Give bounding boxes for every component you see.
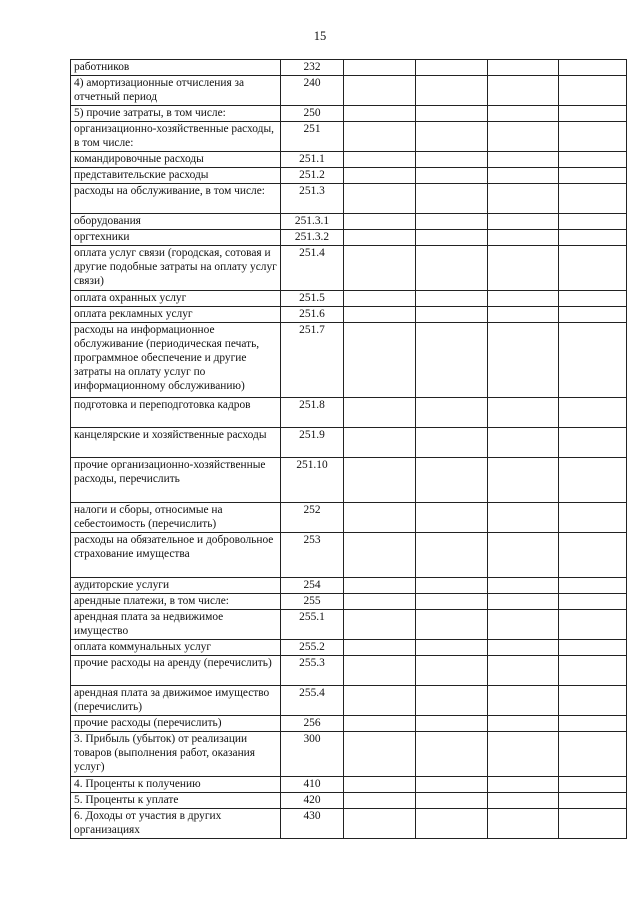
row-code: 251.6 <box>281 307 344 323</box>
row-label: представительские расходы <box>71 168 281 184</box>
value-cell <box>344 168 416 184</box>
row-label: расходы на обязательное и добровольное страхование имущества <box>71 533 281 578</box>
row-label: расходы на информационное обслуживание (периодическая печать, программное обеспечение и другие затраты на оплату услуг по информационному обслуживанию) <box>71 323 281 398</box>
value-cell <box>488 106 559 122</box>
row-label: оплата охранных услуг <box>71 291 281 307</box>
value-cell <box>488 640 559 656</box>
row-code: 430 <box>281 809 344 839</box>
row-code: 255.2 <box>281 640 344 656</box>
row-code: 232 <box>281 60 344 76</box>
value-cell <box>416 60 488 76</box>
table-row <box>71 291 627 307</box>
value-cell <box>488 152 559 168</box>
value-cell <box>559 246 627 291</box>
value-cell <box>344 656 416 686</box>
table-row <box>71 503 627 533</box>
row-code: 254 <box>281 578 344 594</box>
value-cell <box>488 122 559 152</box>
value-cell <box>344 594 416 610</box>
value-cell <box>488 323 559 398</box>
value-cell <box>416 656 488 686</box>
value-cell <box>416 732 488 777</box>
table-row <box>71 246 627 291</box>
value-cell <box>559 428 627 458</box>
table-row <box>71 184 627 214</box>
value-cell <box>559 122 627 152</box>
value-cell <box>559 307 627 323</box>
value-cell <box>559 398 627 428</box>
table-row <box>71 106 627 122</box>
table-row <box>71 716 627 732</box>
row-label: налоги и сборы, относимые на себестоимость (перечислить) <box>71 503 281 533</box>
value-cell <box>559 777 627 793</box>
row-label: оборудования <box>71 214 281 230</box>
table-row <box>71 594 627 610</box>
value-cell <box>416 214 488 230</box>
value-cell <box>488 716 559 732</box>
value-cell <box>488 578 559 594</box>
row-label: 3. Прибыль (убыток) от реализации товаров (выполнения работ, оказания услуг) <box>71 732 281 777</box>
value-cell <box>416 594 488 610</box>
row-label: подготовка и переподготовка кадров <box>71 398 281 428</box>
table-row <box>71 533 627 578</box>
table-row <box>71 230 627 246</box>
value-cell <box>416 458 488 503</box>
value-cell <box>559 458 627 503</box>
value-cell <box>559 60 627 76</box>
row-label: прочие расходы (перечислить) <box>71 716 281 732</box>
table-row <box>71 732 627 777</box>
row-label: аудиторские услуги <box>71 578 281 594</box>
value-cell <box>344 503 416 533</box>
value-cell <box>416 307 488 323</box>
value-cell <box>344 777 416 793</box>
row-code: 256 <box>281 716 344 732</box>
table-row <box>71 428 627 458</box>
value-cell <box>344 793 416 809</box>
value-cell <box>488 398 559 428</box>
value-cell <box>416 398 488 428</box>
row-code: 255.4 <box>281 686 344 716</box>
table-row <box>71 578 627 594</box>
value-cell <box>488 594 559 610</box>
value-cell <box>416 152 488 168</box>
value-cell <box>344 307 416 323</box>
value-cell <box>416 793 488 809</box>
value-cell <box>559 686 627 716</box>
row-label: работников <box>71 60 281 76</box>
value-cell <box>559 594 627 610</box>
value-cell <box>344 610 416 640</box>
value-cell <box>488 809 559 839</box>
table-row <box>71 656 627 686</box>
value-cell <box>559 291 627 307</box>
value-cell <box>488 533 559 578</box>
value-cell <box>559 716 627 732</box>
value-cell <box>416 578 488 594</box>
row-label: организационно-хозяйственные расходы, в том числе: <box>71 122 281 152</box>
value-cell <box>559 640 627 656</box>
table-row <box>71 323 627 398</box>
value-cell <box>488 428 559 458</box>
row-label: оплата услуг связи (городская, сотовая и другие подобные затраты на оплату услуг связи) <box>71 246 281 291</box>
row-code: 251.9 <box>281 428 344 458</box>
value-cell <box>559 533 627 578</box>
row-code: 255 <box>281 594 344 610</box>
value-cell <box>344 323 416 398</box>
value-cell <box>344 458 416 503</box>
row-code: 251.5 <box>281 291 344 307</box>
value-cell <box>488 610 559 640</box>
value-cell <box>559 184 627 214</box>
value-cell <box>416 777 488 793</box>
value-cell <box>344 716 416 732</box>
expense-table <box>70 59 627 839</box>
value-cell <box>416 686 488 716</box>
row-code: 251.10 <box>281 458 344 503</box>
value-cell <box>559 152 627 168</box>
value-cell <box>416 184 488 214</box>
value-cell <box>488 76 559 106</box>
value-cell <box>344 640 416 656</box>
value-cell <box>416 106 488 122</box>
row-label: прочие расходы на аренду (перечислить) <box>71 656 281 686</box>
row-label: 4. Проценты к получению <box>71 777 281 793</box>
value-cell <box>559 656 627 686</box>
row-code: 251.2 <box>281 168 344 184</box>
table-row <box>71 76 627 106</box>
value-cell <box>416 76 488 106</box>
value-cell <box>344 732 416 777</box>
value-cell <box>559 793 627 809</box>
value-cell <box>488 230 559 246</box>
table-body <box>71 60 627 839</box>
value-cell <box>488 656 559 686</box>
table-row <box>71 122 627 152</box>
row-code: 251.7 <box>281 323 344 398</box>
value-cell <box>559 578 627 594</box>
row-code: 250 <box>281 106 344 122</box>
table-row <box>71 610 627 640</box>
value-cell <box>416 168 488 184</box>
value-cell <box>488 732 559 777</box>
value-cell <box>344 246 416 291</box>
value-cell <box>488 184 559 214</box>
table-row <box>71 214 627 230</box>
row-code: 251.8 <box>281 398 344 428</box>
row-code: 252 <box>281 503 344 533</box>
row-code: 240 <box>281 76 344 106</box>
value-cell <box>344 122 416 152</box>
value-cell <box>559 732 627 777</box>
row-code: 410 <box>281 777 344 793</box>
value-cell <box>344 686 416 716</box>
value-cell <box>559 323 627 398</box>
table-row <box>71 640 627 656</box>
value-cell <box>488 777 559 793</box>
row-label: 5. Проценты к уплате <box>71 793 281 809</box>
table-row <box>71 458 627 503</box>
page-number: 15 <box>313 29 327 43</box>
value-cell <box>416 809 488 839</box>
value-cell <box>416 323 488 398</box>
row-code: 300 <box>281 732 344 777</box>
value-cell <box>416 610 488 640</box>
value-cell <box>344 152 416 168</box>
value-cell <box>344 214 416 230</box>
value-cell <box>344 184 416 214</box>
row-label: прочие организационно-хозяйственные расходы, перечислить <box>71 458 281 503</box>
row-code: 251.3.1 <box>281 214 344 230</box>
value-cell <box>344 578 416 594</box>
value-cell <box>559 76 627 106</box>
value-cell <box>416 640 488 656</box>
row-code: 255.3 <box>281 656 344 686</box>
table-row <box>71 809 627 839</box>
value-cell <box>344 60 416 76</box>
value-cell <box>488 686 559 716</box>
value-cell <box>559 809 627 839</box>
row-label: арендные платежи, в том числе: <box>71 594 281 610</box>
table-row <box>71 168 627 184</box>
row-label: арендная плата за недвижимое имущество <box>71 610 281 640</box>
table-row <box>71 398 627 428</box>
value-cell <box>488 246 559 291</box>
row-label: командировочные расходы <box>71 152 281 168</box>
value-cell <box>416 503 488 533</box>
row-code: 251 <box>281 122 344 152</box>
table-row <box>71 152 627 168</box>
value-cell <box>416 122 488 152</box>
value-cell <box>416 428 488 458</box>
row-code: 251.1 <box>281 152 344 168</box>
value-cell <box>559 214 627 230</box>
table-row <box>71 686 627 716</box>
value-cell <box>488 307 559 323</box>
value-cell <box>416 230 488 246</box>
row-code: 251.4 <box>281 246 344 291</box>
row-code: 251.3.2 <box>281 230 344 246</box>
row-code: 420 <box>281 793 344 809</box>
row-label: расходы на обслуживание, в том числе: <box>71 184 281 214</box>
row-label: оргтехники <box>71 230 281 246</box>
value-cell <box>416 291 488 307</box>
value-cell <box>344 291 416 307</box>
value-cell <box>559 230 627 246</box>
row-label: оплата коммунальных услуг <box>71 640 281 656</box>
value-cell <box>488 60 559 76</box>
value-cell <box>488 291 559 307</box>
value-cell <box>344 230 416 246</box>
value-cell <box>344 809 416 839</box>
value-cell <box>488 458 559 503</box>
value-cell <box>559 503 627 533</box>
value-cell <box>559 610 627 640</box>
value-cell <box>416 716 488 732</box>
row-label: арендная плата за движимое имущество (перечислить) <box>71 686 281 716</box>
row-code: 251.3 <box>281 184 344 214</box>
row-label: 6. Доходы от участия в других организациях <box>71 809 281 839</box>
row-label: канцелярские и хозяйственные расходы <box>71 428 281 458</box>
value-cell <box>344 398 416 428</box>
row-code: 255.1 <box>281 610 344 640</box>
table-row <box>71 777 627 793</box>
value-cell <box>488 214 559 230</box>
row-label: 5) прочие затраты, в том числе: <box>71 106 281 122</box>
value-cell <box>488 793 559 809</box>
value-cell <box>559 106 627 122</box>
table-row <box>71 307 627 323</box>
table-row <box>71 793 627 809</box>
row-code: 253 <box>281 533 344 578</box>
row-label: оплата рекламных услуг <box>71 307 281 323</box>
table-row <box>71 60 627 76</box>
value-cell <box>416 246 488 291</box>
value-cell <box>344 533 416 578</box>
row-label: 4) амортизационные отчисления за отчетный период <box>71 76 281 106</box>
value-cell <box>344 106 416 122</box>
value-cell <box>488 168 559 184</box>
value-cell <box>416 533 488 578</box>
value-cell <box>488 503 559 533</box>
value-cell <box>344 76 416 106</box>
value-cell <box>559 168 627 184</box>
value-cell <box>344 428 416 458</box>
